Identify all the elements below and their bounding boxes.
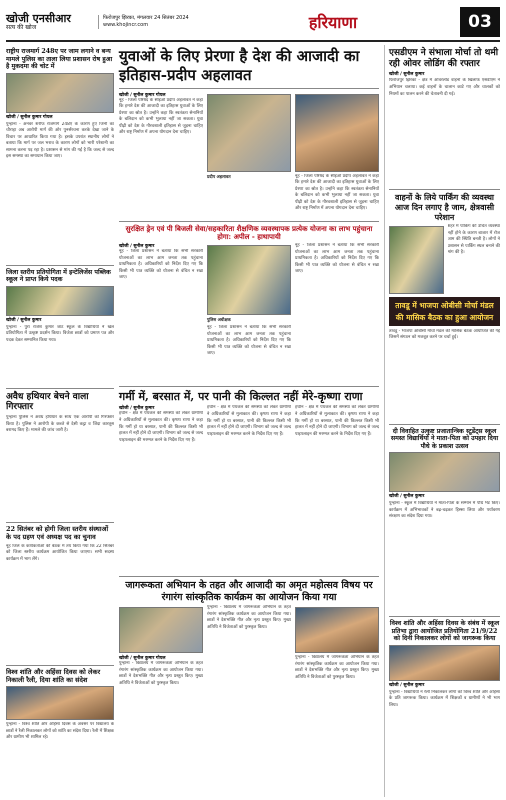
highlight-banner: तावडू में भाजपा ओबीसी मोर्चा मंडल की मासिक बैठक का हुआ आयोजन [389,297,500,326]
event-photo [295,607,379,653]
article-byline: खोजी / सुनील कुमार [389,682,425,688]
article-body: शहर में पार्किंग की उचित व्यवस्था नहीं होने के कारण बाजार में रोज जाम की स्थिति बनती है। लोगों ने प्रशासन से पार्किंग स्थल बनाने की मांग की है। [447,224,500,256]
article-headline: विश्व शांति और अहिंसा दिवस को लेकर निकाली रैली, दिया शांति का संदेश [6,667,101,684]
article-body: पुन्हाना - विद्यालय में जागरूकता अभियान के तहत रंगारंग सांस्कृतिक कार्यक्रम का आयोजन किया गया। छात्रों ने देशभक्ति गीत और नृत्य प्रस्तुत किए। मुख्य अतिथि ने विजेताओं को पुरस्कृत किया। [295,655,379,680]
article-body: नूंह जिले के कार्यकर्ताओं की बैठक में तय किया गया कि 22 सितंबर को जिला स्तरीय कार्यक्रम आयोजित किया जाएगा। सभी सदस्य कार्यक्रम में भाग लेंगे। [6,543,114,562]
article-body: पुन्हाना - विद्यार्थियों ने रैली निकालकर लोगों को विश्व शांति और अहिंसा के प्रति जागरूक किया। कार्यक्रम में शिक्षकों व ग्रामीणों ने भी भाग लिया। [389,689,500,708]
promo-headline: सुरक्षित ड्रेन एवं पी बिजली सेवा/सहकारिता शैक्षणिक व्यवस्थापक प्रत्येक योजना का लाभ पहुंचाना होगा: अपील - हाथापायी [125,223,373,241]
bottom-headline: जागरूकता अभियान के तहत और आजादी का अमृत महोत्सव विषय पर रंगारंग सांस्कृतिक कार्यक्रम का आयोजन किया गया [125,580,373,603]
article-body: पुन्हाना - पुरा राजेश कुमार जाट स्कूल के विद्यार्थियों ने खेल प्रतियोगिता में उत्कृष्ट प्रदर्शन किया। विजेता छात्रों को प्रमाण पत्र और पदक देकर सम्मानित किया गया। [6,324,114,343]
page-number: 03 [460,7,500,37]
article-headline: दी विवाहित उत्कृष्ट प्रजातान्त्रिक स्टूडेंट्स स्कूल समस्त विद्यार्थियों ने माता-पिता को उपहार दिया पौधे के प्रकाश उत्सव [390,427,499,450]
article-photo [389,645,500,681]
article-photo [6,686,114,720]
article-byline: खोजी / सुनील कुमार गोयल [119,656,166,662]
article-headline: अवैध हथियार बेचने वाला गिरफ्तार [6,391,89,413]
lead-headline: युवाओं के लिए प्रेरणा है देश की आजादी का इतिहास-प्रदीप अहलावत [119,47,360,84]
article-photo [389,452,500,492]
issue-date: फिरोजपुर झिरका, मंगलवार 24 सितंबर 2024 [103,15,189,21]
article-byline: खोजी / सुनील कुमार [119,406,155,412]
photo-caption: प्रदीप अहलावत [207,173,231,179]
masthead-tagline: सत्य की खोज [6,23,37,31]
article-headline: एसडीएम ने संभाला मोर्चा तो थमी रही ओवर लोडिंग की रफ्तार [389,48,499,69]
article-body: पुन्हाना - अनवर शरीफ राजमार्ग 248ए के कारण हुए जिनी का चौराहा अब आरोपी मार्ग की ओर पुनर्संरचना करके देखा जाने के विचार पर आधारित किया गया है। इसके उपरांत स्थानीय लोगों ने बताया कि मार्ग पर जल भराव के कारण लोगों को भारी परेशानी का सामना करना पड़ रहा है। प्रशासन से मांग की गई है कि जल्द से जल्द इस समस्या का समाधान किया जाए। [6,121,114,160]
article-byline: खोजी / सुनील कुमार गोयल [6,114,53,120]
feature-headline: गर्मी में, बरसात में, पर पानी की किल्लत नहीं मेरे-कृष्णा राणा [119,390,363,404]
article-body: हथीन - क्षेत्र में पेयजल की समस्या को लेकर ग्रामीणों ने अधिकारियों से मुलाकात की। कृष्णा राणा ने कहा कि गर्मी हो या बरसात, पानी की किल्लत किसी भी हालत में नहीं होने दी जाएगी। विभाग को जल्द से जल्द पाइपलाइन की मरम्मत करने के निर्देश दिए गए हैं। [207,405,291,437]
left-column [6,45,114,797]
article-headline: वाहनों के लिये पार्किंग की व्यवस्था आज दिन लगाए है जाम, क्षेत्रवासी परेशान [394,192,495,222]
article-photo [389,226,444,294]
article-byline: खोजी / सुनील कुमार [119,244,155,250]
article-body: तावडू - भाजपा ओबीसी मोर्चा मंडल की मासिक बैठक आयोजित की गई जिसमें संगठन को मजबूत करने पर चर्चा हुई। [389,328,500,341]
page-header [6,4,500,42]
article-headline: 22 सितंबर को होगी जिला स्तरीय संस्थाओं के पद ग्रहण एवं अध्यक्ष पद का चुनाव [6,525,109,541]
article-body: नूंह - जिला परिषद के सीईओ प्रदीप अहलावत ने कहा कि हमारे देश की आजादी का इतिहास युवाओं के लिए प्रेरणा का स्रोत है। उन्होंने कहा कि स्वतंत्रता सेनानियों के बलिदान को कभी भुलाया नहीं जा सकता। युवा पीढ़ी को देश के गौरवशाली इतिहास से जुड़ना चाहिए और राष्ट्र निर्माण में अपना योगदान देना चाहिए। [119,97,203,136]
section-title: हरियाणा [308,13,358,32]
lead-photo [207,94,291,172]
masthead-logo [6,13,98,31]
article-body: नूंह - जिला परिषद के सीईओ प्रदीप अहलावत ने कहा कि हमारे देश की आजादी का इतिहास युवाओं के लिए प्रेरणा का स्रोत है। उन्होंने कहा कि स्वतंत्रता सेनानियों के बलिदान को कभी भुलाया नहीं जा सकता। युवा पीढ़ी को देश के गौरवशाली इतिहास से जुड़ना चाहिए और राष्ट्र निर्माण में अपना योगदान देना चाहिए। [295,173,379,212]
article-byline: खोजी / सुनील कुमार [389,494,425,500]
event-photo [119,607,203,653]
article-body: नूंह - जिला प्रशासन ने बताया कि सभी सरकारी योजनाओं का लाभ आम जनता तक पहुंचाना प्राथमिकता है। अधिकारियों को निर्देश दिए गए कि किसी भी पात्र व्यक्ति को योजना से वंचित न रखा जाए। [119,249,203,281]
masthead-title: खोजी एनसीआर [6,12,71,26]
issue-meta [98,15,206,29]
article-body: पुन्हाना - विद्यालय में जागरूकता अभियान के तहत रंगारंग सांस्कृतिक कार्यक्रम का आयोजन किया गया। छात्रों ने देशभक्ति गीत और नृत्य प्रस्तुत किए। मुख्य अतिथि ने विजेताओं को पुरस्कृत किया। [119,661,203,686]
article-body: पुन्हाना पुलिस ने अवैध हथियार के साथ एक आरोपी को गिरफ्तार किया है। पुलिस ने आरोपी के कब्जे से देसी कट्टा व जिंदा कारतूस बरामद किए हैं। मामले की जांच जारी है। [6,415,114,434]
article-body: नूंह - जिला प्रशासन ने बताया कि सभी सरकारी योजनाओं का लाभ आम जनता तक पहुंचाना प्राथमिकता है। अधिकारियों को निर्देश दिए गए कि किसी भी पात्र व्यक्ति को योजना से वंचित न रखा जाए। [295,243,379,275]
article-body: पुन्हाना - विश्व शांति और अहिंसा दिवस के अवसर पर विद्यालय के छात्रों ने रैली निकालकर लोगों को शांति का संदेश दिया। रैली में शिक्षक और ग्रामीण भी शामिल रहे। [6,722,114,741]
issue-website: www.khojincr.com [103,22,149,28]
article-body: नूंह - जिला प्रशासन ने बताया कि सभी सरकारी योजनाओं का लाभ आम जनता तक पहुंचाना प्राथमिकता है। अधिकारियों को निर्देश दिए गए कि किसी भी पात्र व्यक्ति को योजना से वंचित न रखा जाए। [207,325,291,357]
article-photo [6,286,114,316]
article-body: पुन्हाना - स्कूल में विद्यार्थियों ने माता-पिता के सम्मान में पौधे भेंट किए। कार्यक्रम में अभिभावकों ने बढ़-चढ़कर हिस्सा लिया और पर्यावरण संरक्षण का संदेश दिया गया। [389,501,500,520]
article-headline: विश्व शांति और अहिंसा दिवस के संबंध में स्कूल प्रतिभा द्वारा आयोजित प्रतियोगिता 21/9/22 को दिनी निकालकर लोगों को जागरूक किया [389,620,500,643]
article-body: हथीन - क्षेत्र में पेयजल की समस्या को लेकर ग्रामीणों ने अधिकारियों से मुलाकात की। कृष्णा राणा ने कहा कि गर्मी हो या बरसात, पानी की किल्लत किसी भी हालत में नहीं होने दी जाएगी। विभाग को जल्द से जल्द पाइपलाइन की मरम्मत करने के निर्देश दिए गए हैं। [295,405,379,437]
officer-photo [207,245,291,315]
article-body: फिरोजपुर झिरका - क्षेत्र में ओवरलोड वाहनों के खिलाफ एसडीएम ने अभियान चलाया। कई वाहनों के चालान काटे गए और चालकों को नियमों का पालन करने की चेतावनी दी गई। [389,78,500,97]
article-body: पुन्हाना - विद्यालय में जागरूकता अभियान के तहत रंगारंग सांस्कृतिक कार्यक्रम का आयोजन किया गया। छात्रों ने देशभक्ति गीत और नृत्य प्रस्तुत किए। मुख्य अतिथि ने विजेताओं को पुरस्कृत किया। [207,605,291,630]
article-headline: जिला स्तरीय प्रतियोगिता में इन्टेलिजेंस पब्लिक स्कूल ने प्राप्त किये पदक [6,268,111,284]
main-column [119,45,379,797]
article-body: हथीन - क्षेत्र में पेयजल की समस्या को लेकर ग्रामीणों ने अधिकारियों से मुलाकात की। कृष्णा राणा ने कहा कि गर्मी हो या बरसात, पानी की किल्लत किसी भी हालत में नहीं होने दी जाएगी। विभाग को जल्द से जल्द पाइपलाइन की मरम्मत करने के निर्देश दिए गए हैं। [119,411,203,443]
photo-caption: पुलिस अधीक्षक [207,317,231,323]
article-photo [6,73,114,113]
article-byline: खोजी / सुनील कुमार [389,71,425,77]
right-column [384,45,500,797]
article-byline: खोजी / सुनील कुमार [6,317,42,323]
article-byline: खोजी / सुनील कुमार गोयल [119,92,166,98]
lead-photo [295,94,379,172]
article-headline: राष्ट्रीय राजमार्ग 248ए पर जाम लगाने व बन्य मामले पुलिस का ताला लिया प्रशासन रोष हुआ है मुकदमा की चोट में [6,48,113,71]
